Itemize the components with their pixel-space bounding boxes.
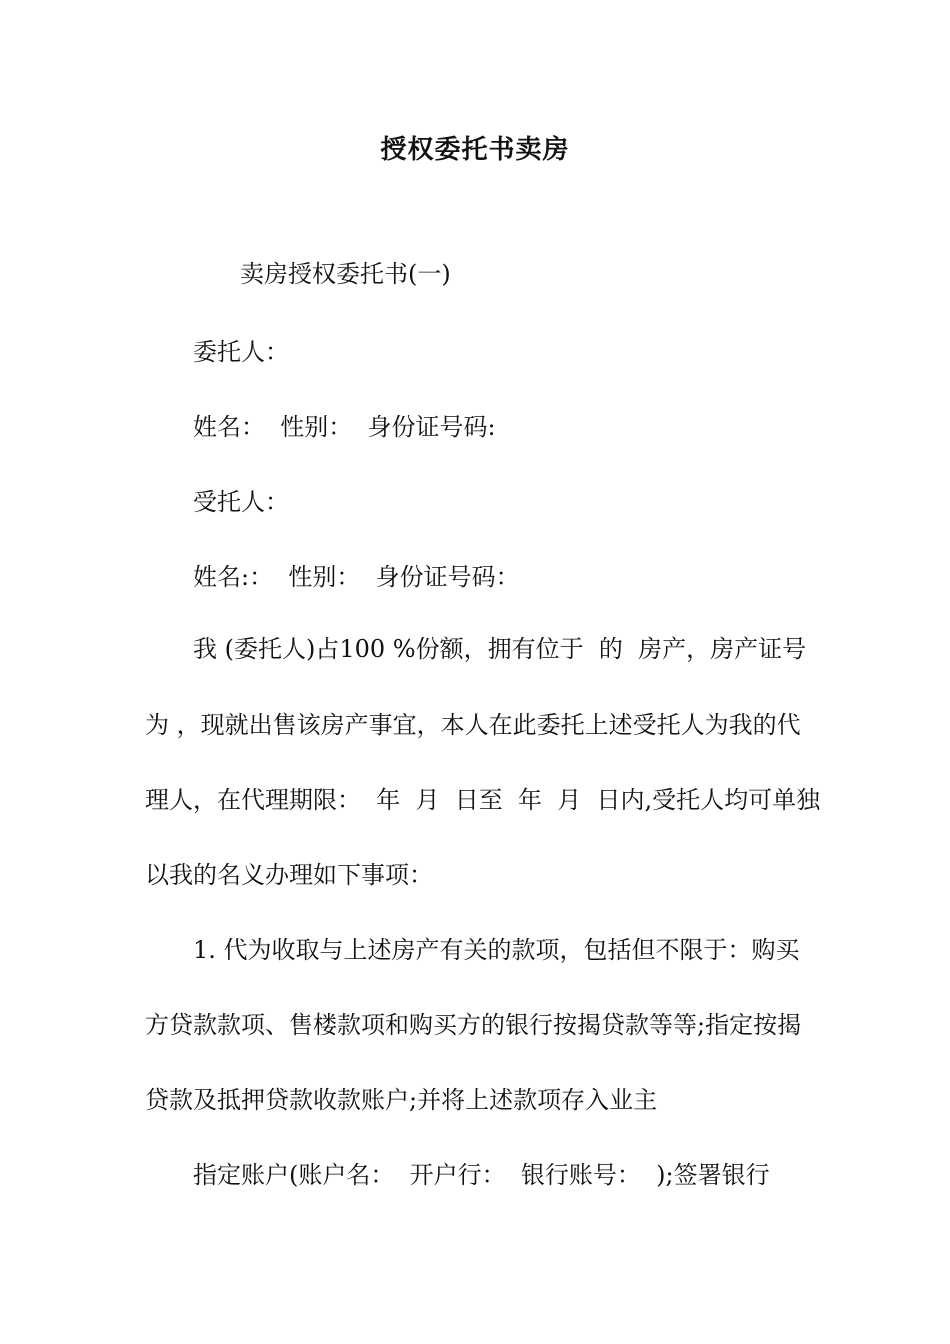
paragraph-line: 以我的名义办理如下事项： <box>145 861 433 889</box>
paragraph-line: 1. 代为收取与上述房产有关的款项，包括但不限于：购买 <box>193 936 800 964</box>
document-title: 授权委托书卖房 <box>380 135 570 165</box>
agent-info-line: 姓名:： 性别： 身份证号码： <box>193 563 520 591</box>
paragraph-line: 为 ，现就出售该房产事宜，本人在此委托上述受托人为我的代 <box>145 711 801 739</box>
agent-label: 受托人： <box>193 488 289 516</box>
paragraph-line: 方贷款款项、售楼款项和购买方的银行按揭贷款等等;指定按揭 <box>145 1011 802 1039</box>
paragraph-line: 理人，在代理期限： 年 月 日至 年 月 日内,受托人均可单独 <box>145 786 821 814</box>
principal-label: 委托人： <box>193 338 289 366</box>
paragraph-line: 我 (委托人)占100 %份额，拥有位于 的 房产，房产证号 <box>193 635 807 663</box>
section-heading: 卖房授权委托书(一) <box>240 260 451 288</box>
paragraph-line: 贷款及抵押贷款收款账户;并将上述款项存入业主 <box>145 1086 658 1114</box>
paragraph-line: 指定账户(账户名： 开户行： 银行账号： );签署银行 <box>193 1161 770 1189</box>
principal-info-line: 姓名： 性别： 身份证号码: <box>193 413 496 441</box>
